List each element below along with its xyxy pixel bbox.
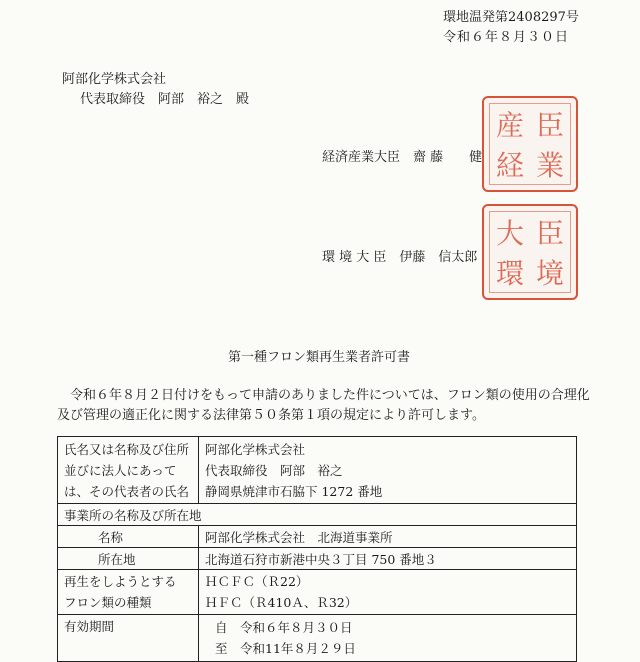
office-section-header: 事業所の名称及び所在地: [58, 504, 577, 526]
applicant-value: [199, 437, 577, 504]
value-line: 静岡県焼津市石脇下 1272 番地: [205, 483, 383, 499]
label-line: 並びに法人にあって: [64, 462, 177, 478]
issue-date: 令和６年８月３０日: [443, 30, 570, 45]
validity-period-label: 有効期間: [58, 615, 199, 662]
value-line: 至 令和11年８月２９日: [215, 641, 356, 656]
issuer-meti: 経済産業大臣 齋 藤 健: [322, 150, 483, 165]
validity-period-value: [199, 615, 577, 662]
seal-character: 環: [495, 257, 524, 290]
label-line: フロン類の種類: [64, 595, 152, 610]
seal-character: 大: [495, 217, 524, 250]
label-line: 再生をしようとする: [64, 574, 177, 589]
environment-minister-seal: [482, 204, 578, 300]
seal-character: 臣: [535, 217, 564, 250]
meti-minister-seal: [482, 96, 578, 192]
document-number: 環地温発第2408297号: [443, 10, 579, 25]
office-name-value: 阿部化学株式会社 北海道事業所: [199, 526, 577, 548]
permit-details-table: [57, 436, 577, 662]
table-row: [58, 504, 577, 526]
recipient-company: 阿部化学株式会社: [62, 72, 167, 87]
value-line: ＨＦＣ（Ｒ410Ａ、Ｒ32）: [205, 595, 358, 610]
table-row: [58, 526, 577, 548]
table-row: [58, 437, 577, 504]
seal-character: 産: [495, 109, 524, 142]
office-name-label: 名称: [58, 526, 199, 548]
value-line: 阿部化学株式会社: [205, 441, 306, 457]
office-address-label: 所在地: [58, 548, 199, 570]
table-row: [58, 615, 577, 662]
seal-character: 経: [495, 149, 524, 182]
office-address-value: 北海道石狩市新港中央３丁目 750 番地３: [199, 548, 577, 570]
value-line: 代表取締役 阿部 裕之: [205, 462, 343, 478]
fluorocarbon-type-value: [199, 570, 577, 615]
applicant-label: [58, 437, 199, 504]
seal-character: 業: [535, 149, 564, 182]
table-row: [58, 570, 577, 615]
issuer-moe: 環 境 大 臣 伊藤 信太郎: [322, 250, 478, 265]
value-line: ＨＣＦＣ（Ｒ22）: [205, 574, 309, 589]
value-line: 自 令和６年８月３０日: [215, 620, 353, 635]
label-line: 氏名又は名称及び住所: [64, 441, 190, 457]
fluorocarbon-type-label: [58, 570, 199, 615]
table-row: [58, 548, 577, 570]
body-line-2: 及び管理の適正化に関する法律第５０条第１項の規定により許可します。: [57, 408, 485, 423]
seal-character: 境: [535, 257, 564, 290]
label-line: は、その代表者の氏名: [64, 483, 190, 499]
recipient-representative: 代表取締役 阿部 裕之 殿: [80, 92, 250, 107]
body-line-1: 令和６年８月２日付けをもって申請のありました件については、フロン類の使用の合理化: [70, 388, 590, 403]
document-title: 第一種フロン類再生業者許可書: [228, 350, 411, 365]
seal-character: 臣: [535, 109, 564, 142]
